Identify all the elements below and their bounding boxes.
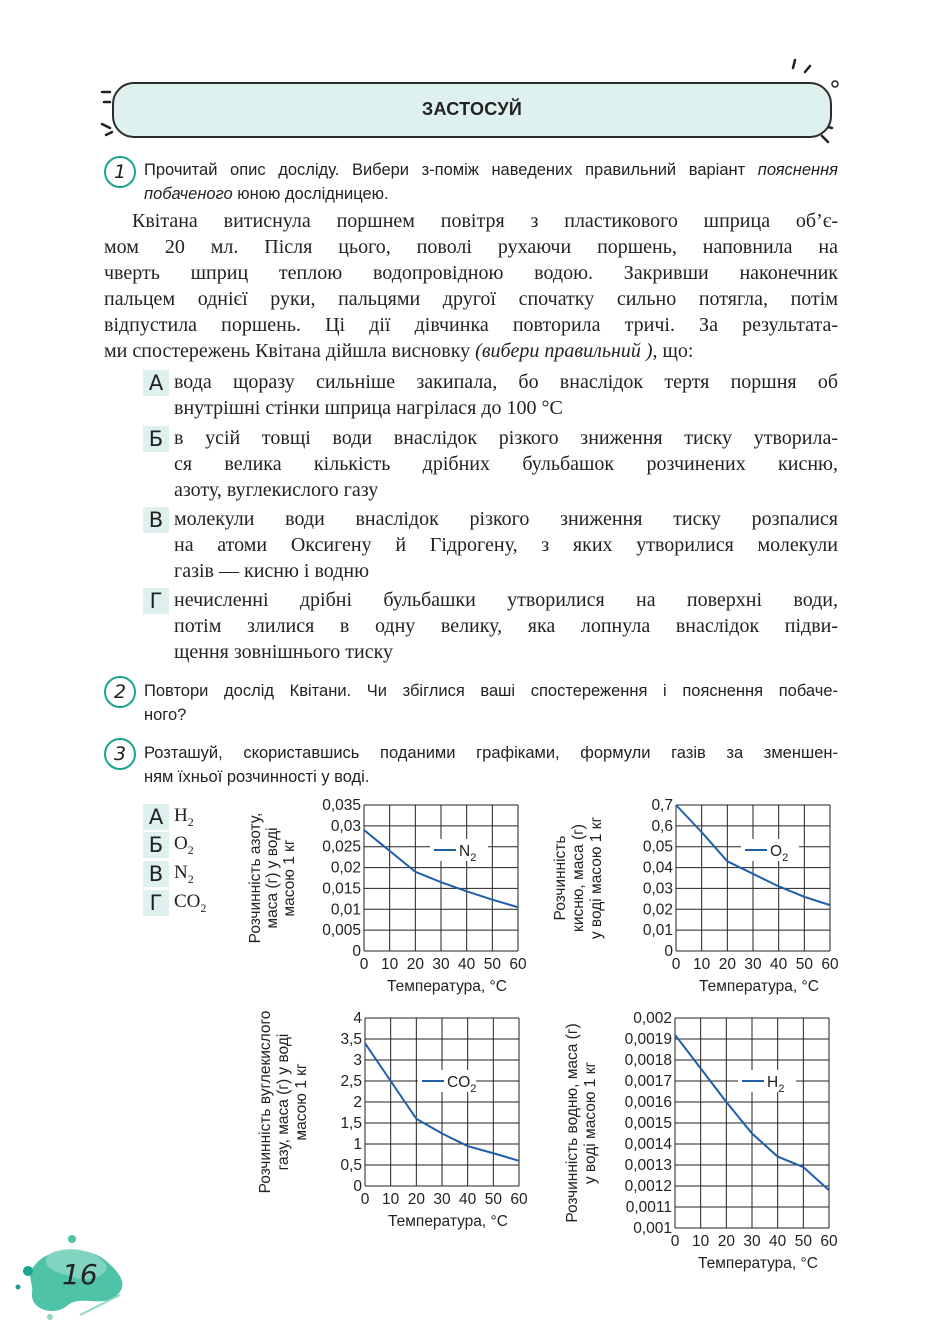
y-axis-title-line: масою 1 кг [293,1063,310,1141]
y-tick-label: 0,5 [340,1157,362,1174]
x-tick-label: 20 [406,956,424,973]
legend-label-subscript: 2 [470,852,477,864]
chart-co2-solubility [250,1008,540,1233]
y-tick-label: 0,0017 [624,1073,672,1090]
option-v-letter: В [143,507,169,533]
y-axis-title-line: Розчинність водню, маса (г) [564,1023,581,1223]
formula-g-letter: Г [143,890,169,916]
x-tick-label: 0 [670,1233,680,1250]
x-tick-label: 30 [743,1233,761,1250]
y-tick-label: 0,035 [322,797,361,814]
x-tick-label: 20 [718,956,736,973]
x-tick-label: 30 [744,956,762,973]
y-axis-title-line: Розчинність азоту, [247,812,264,944]
section-title: ЗАСТОСУЙ [421,99,523,119]
y-tick-label: 0,7 [651,797,673,814]
y-axis-title-line: кисню, маса (г) [570,824,587,932]
legend-label: $H_2$ [767,1074,785,1095]
y-tick-label: 0,002 [633,1010,672,1027]
x-tick-label: 60 [821,956,839,973]
y-axis-title-line: газу, маса (г) у воді [275,1033,292,1171]
y-tick-label: 0,0015 [624,1115,672,1132]
y-tick-label: 0,0018 [624,1052,672,1069]
y-axis-title-line: маса (г) у воді [264,827,281,929]
x-tick-label: 20 [717,1233,735,1250]
x-tick-label: 0 [360,1191,370,1208]
option-a-text: вода щоразу сильніше закипала, бо внаслідок тертя поршня об внутрішні стінки шприца нагрілася до 100 °С [174,371,838,419]
legend-label: $N_2$ [459,843,477,864]
x-tick-label: 10 [692,1233,710,1250]
x-tick-label: 60 [820,1233,838,1250]
x-tick-label: 30 [433,1191,451,1208]
y-tick-label: 0,6 [651,817,673,835]
formula-g: $CO_2$ [174,891,207,915]
x-tick-label: 30 [432,956,450,973]
page-number: 16 [62,1258,98,1291]
formula-b: $O_2$ [174,833,194,857]
y-tick-label: 0,005 [322,922,361,940]
x-tick-label: 50 [483,956,501,973]
y-tick-label: 0,0014 [624,1136,672,1153]
legend-label-subscript: 2 [778,1083,785,1095]
y-tick-label: 0,03 [330,817,361,835]
y-tick-label: 0 [352,943,361,960]
x-tick-label: 10 [382,1191,400,1208]
x-tick-label: 10 [381,956,399,973]
y-axis-title-line: у воді масою 1 кг [582,1061,599,1185]
y-tick-label: 0,04 [642,859,673,877]
y-axis-title-line: Розчинність вуглекислого [257,1010,274,1194]
formula-v: $N_2$ [174,862,194,886]
y-tick-label: 4 [353,1010,362,1027]
formula-a: $H_2$ [174,805,194,829]
y-tick-label: 2 [353,1094,362,1111]
x-tick-label: 50 [795,956,813,973]
option-b-letter: Б [143,426,169,452]
y-tick-label: 0,01 [330,901,361,919]
x-axis-title: Температура, °С [698,1255,818,1272]
x-tick-label: 20 [407,1191,425,1208]
option-v-text: молекули води внаслідок різкого зниження тиску розпалися на атоми Оксигену й Гідрогену, з яких утворилися молекули газів — кисню і водню [174,508,838,582]
x-tick-label: 0 [671,956,681,973]
y-tick-label: 0,015 [322,880,361,898]
y-tick-label: 0,01 [642,922,673,940]
x-tick-label: 0 [359,956,369,973]
section-banner [112,82,832,138]
y-tick-label: 0 [664,943,673,960]
y-tick-label: 1,5 [340,1115,362,1132]
y-axis-title-line: у воді масою 1 кг [588,816,605,940]
x-tick-label: 40 [769,1233,787,1250]
y-tick-label: 0,0016 [624,1094,672,1111]
task-3-text: Розташуй, скориставшись поданими графіками, формули газів за зменшен- ням їхньої розчинності у воді. [144,744,838,786]
legend-label-subscript: 2 [470,1083,477,1095]
y-tick-label: 0,0011 [625,1199,672,1216]
legend-label: $O_2$ [770,843,789,864]
y-tick-label: 0 [353,1178,362,1195]
task-1-number: 1 [104,156,136,188]
option-b-text: в усій товщі води внаслідок різкого зниження тиску утворила- ся велика кількість дрібних бульбашок розчинених кисню, азоту, вуглекислого газу [174,427,838,501]
option-g-text: нечисленні дрібні бульбашки утворилися на поверхні води, потім злилися в одну велику, яка лопнула внаслідок підви- щення зовнішнього тиску [174,589,838,663]
formula-v-letter: В [143,861,169,887]
y-tick-label: 0,0019 [624,1031,672,1048]
y-tick-label: 0,0012 [624,1178,672,1195]
y-tick-label: 0,02 [330,859,361,877]
y-axis-title-line: масою 1 кг [281,839,298,917]
y-tick-label: 0,02 [642,901,673,919]
x-tick-label: 40 [458,956,476,973]
y-axis-title-line: Розчинність [552,835,569,921]
y-tick-label: 1 [353,1136,362,1153]
x-axis-title: Температура, °С [699,978,819,995]
y-tick-label: 3 [353,1052,362,1069]
task-1-instruction: Прочитай опис досліду. Вибери з-поміж наведених правильний варіант пояснення побаченого юною дослідницею. [144,161,838,203]
option-a-letter: А [143,370,169,396]
task-2-number: 2 [104,676,136,708]
legend-label-subscript: 2 [782,852,789,864]
task-1-paragraph: Квітана витиснула поршнем повітря з пластикового шприца об’є- мом 20 мл. Після цього, поволі рухаючи поршень, наповнила на чверть шприц теплою водопровідною водою. Закривши наконечник пальцем однієї руки, пальцями другої спочатку сильно потягла, потім відпустила поршень. Ці дії дівчинка повторила тричі. За результата- ми спостережень Квітана дійшла висновку (вибери правильний ), що: [104,210,838,362]
y-tick-label: 3,5 [340,1031,362,1048]
x-axis-title: Температура, °С [388,1213,508,1230]
y-tick-label: 0,03 [642,880,673,898]
x-tick-label: 60 [510,1191,528,1208]
y-tick-label: 0,05 [642,838,673,856]
y-tick-label: 0,0013 [624,1157,672,1174]
chart-hydrogen-solubility [555,1008,845,1278]
chart-nitrogen-solubility [230,795,540,1005]
x-tick-label: 50 [484,1191,502,1208]
x-tick-label: 40 [459,1191,477,1208]
x-axis-title: Температура, °С [387,978,507,995]
legend-label: $CO_2$ [447,1074,477,1095]
y-tick-label: 0,025 [322,838,361,856]
x-tick-label: 10 [693,956,711,973]
x-tick-label: 50 [794,1233,812,1250]
formula-b-letter: Б [143,832,169,858]
chart-oxygen-solubility [545,795,845,1005]
y-tick-label: 2,5 [340,1073,362,1090]
x-tick-label: 40 [770,956,788,973]
x-tick-label: 60 [509,956,527,973]
option-g-letter: Г [143,588,169,614]
y-tick-label: 0,001 [633,1220,672,1237]
task-2-text: Повтори дослід Квітани. Чи збіглися ваші спостереження і пояснення побаче- ного? [144,682,838,724]
task-3-number: 3 [104,738,136,770]
formula-a-letter: А [143,804,169,830]
